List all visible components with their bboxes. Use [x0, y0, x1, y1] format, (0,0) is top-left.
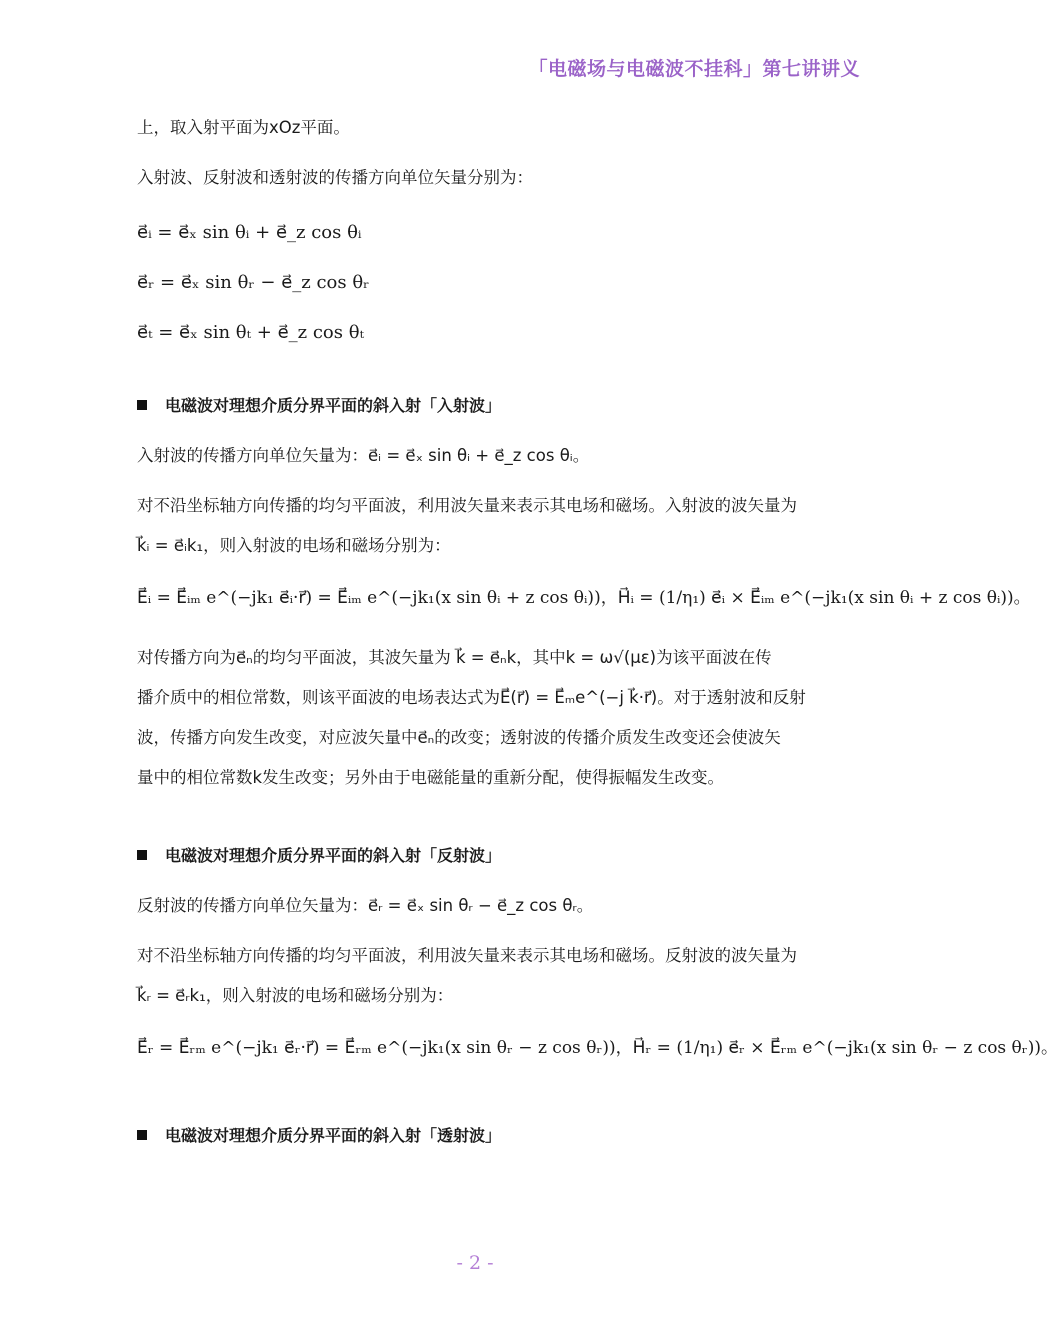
- square-bullet-icon: [137, 400, 147, 410]
- intro-line-plane: 上，取入射平面为xOz平面。: [137, 118, 350, 137]
- section-heading-incident: [137, 386, 862, 426]
- section-heading-incident-text: 电磁波对理想介质分界平面的斜入射「入射波」: [165, 396, 502, 415]
- square-bullet-icon: [137, 1130, 147, 1140]
- general-text-line-2: 播介质中的相位常数，则该平面波的电场表达式为E⃗(r⃗) = E⃗ₘe^(−j k⃗·r⃗)。对于透射波和反射: [137, 688, 806, 707]
- reflected-direction-text: 反射波的传播方向单位矢量为：e⃗ᵣ = e⃗ₓ sin θᵣ − e⃗_z cos θᵣ。: [137, 896, 594, 915]
- section-heading-transmitted: [137, 1116, 862, 1156]
- section-heading-reflected-text: 电磁波对理想介质分界平面的斜入射「反射波」: [165, 846, 502, 865]
- equation-reflected-fields: E⃗ᵣ = E⃗ᵣₘ e^(−jk₁ e⃗ᵣ·r⃗) = E⃗ᵣₘ e^(−jk₁(x sin θᵣ − z cos θᵣ))，H⃗ᵣ = (1/η₁) e⃗ᵣ × E⃗ᵣₘ e^(−jk₁(x sin θᵣ − z cos θᵣ))。: [137, 1038, 1058, 1058]
- page-number: - 2 -: [456, 1252, 494, 1274]
- equation-incident-unit-vector: e⃗ᵢ = e⃗ₓ sin θᵢ + e⃗_z cos θᵢ: [137, 222, 362, 243]
- equation-incident-fields: E⃗ᵢ = E⃗ᵢₘ e^(−jk₁ e⃗ᵢ·r⃗) = E⃗ᵢₘ e^(−jk₁(x sin θᵢ + z cos θᵢ))，H⃗ᵢ = (1/η₁) e⃗ᵢ × E⃗ᵢₘ e^(−jk₁(x sin θᵢ + z cos θᵢ))。: [137, 588, 1031, 608]
- incident-direction-text: 入射波的传播方向单位矢量为：e⃗ᵢ = e⃗ₓ sin θᵢ + e⃗_z cos θᵢ。: [137, 446, 590, 465]
- equation-reflected-unit-vector: e⃗ᵣ = e⃗ₓ sin θᵣ − e⃗_z cos θᵣ: [137, 272, 370, 293]
- document-header-title: 「电磁场与电磁波不挂科」第七讲讲义: [528, 58, 860, 80]
- square-bullet-icon: [137, 850, 147, 860]
- incident-wave-vector-text-2: k⃗ᵢ = e⃗ᵢk₁，则入射波的电场和磁场分别为：: [137, 536, 451, 555]
- general-text-line-1: 对传播方向为e⃗ₙ的均匀平面波，其波矢量为 k⃗ = e⃗ₙk，其中k = ω√(με)为该平面波在传: [137, 648, 772, 667]
- document-body: [137, 108, 1058, 1166]
- equation-transmitted-unit-vector: e⃗ₜ = e⃗ₓ sin θₜ + e⃗_z cos θₜ: [137, 322, 365, 343]
- general-text-line-4: 量中的相位常数k发生改变；另外由于电磁能量的重新分配，使得振幅发生改变。: [137, 768, 725, 787]
- section-heading-reflected: [137, 836, 862, 876]
- reflected-wave-vector-text-1: 对不沿坐标轴方向传播的均匀平面波，利用波矢量来表示其电场和磁场。反射波的波矢量为: [137, 946, 797, 965]
- reflected-wave-vector-text-2: k⃗ᵣ = e⃗ᵣk₁，则入射波的电场和磁场分别为：: [137, 986, 454, 1005]
- general-text-line-3: 波，传播方向发生改变，对应波矢量中e⃗ₙ的改变；透射波的传播介质发生改变还会使波矢: [137, 728, 781, 747]
- intro-line-unit-vectors: 入射波、反射波和透射波的传播方向单位矢量分别为：: [137, 168, 533, 187]
- incident-wave-vector-text-1: 对不沿坐标轴方向传播的均匀平面波，利用波矢量来表示其电场和磁场。入射波的波矢量为: [137, 496, 797, 515]
- section-heading-transmitted-text: 电磁波对理想介质分界平面的斜入射「透射波」: [165, 1126, 502, 1145]
